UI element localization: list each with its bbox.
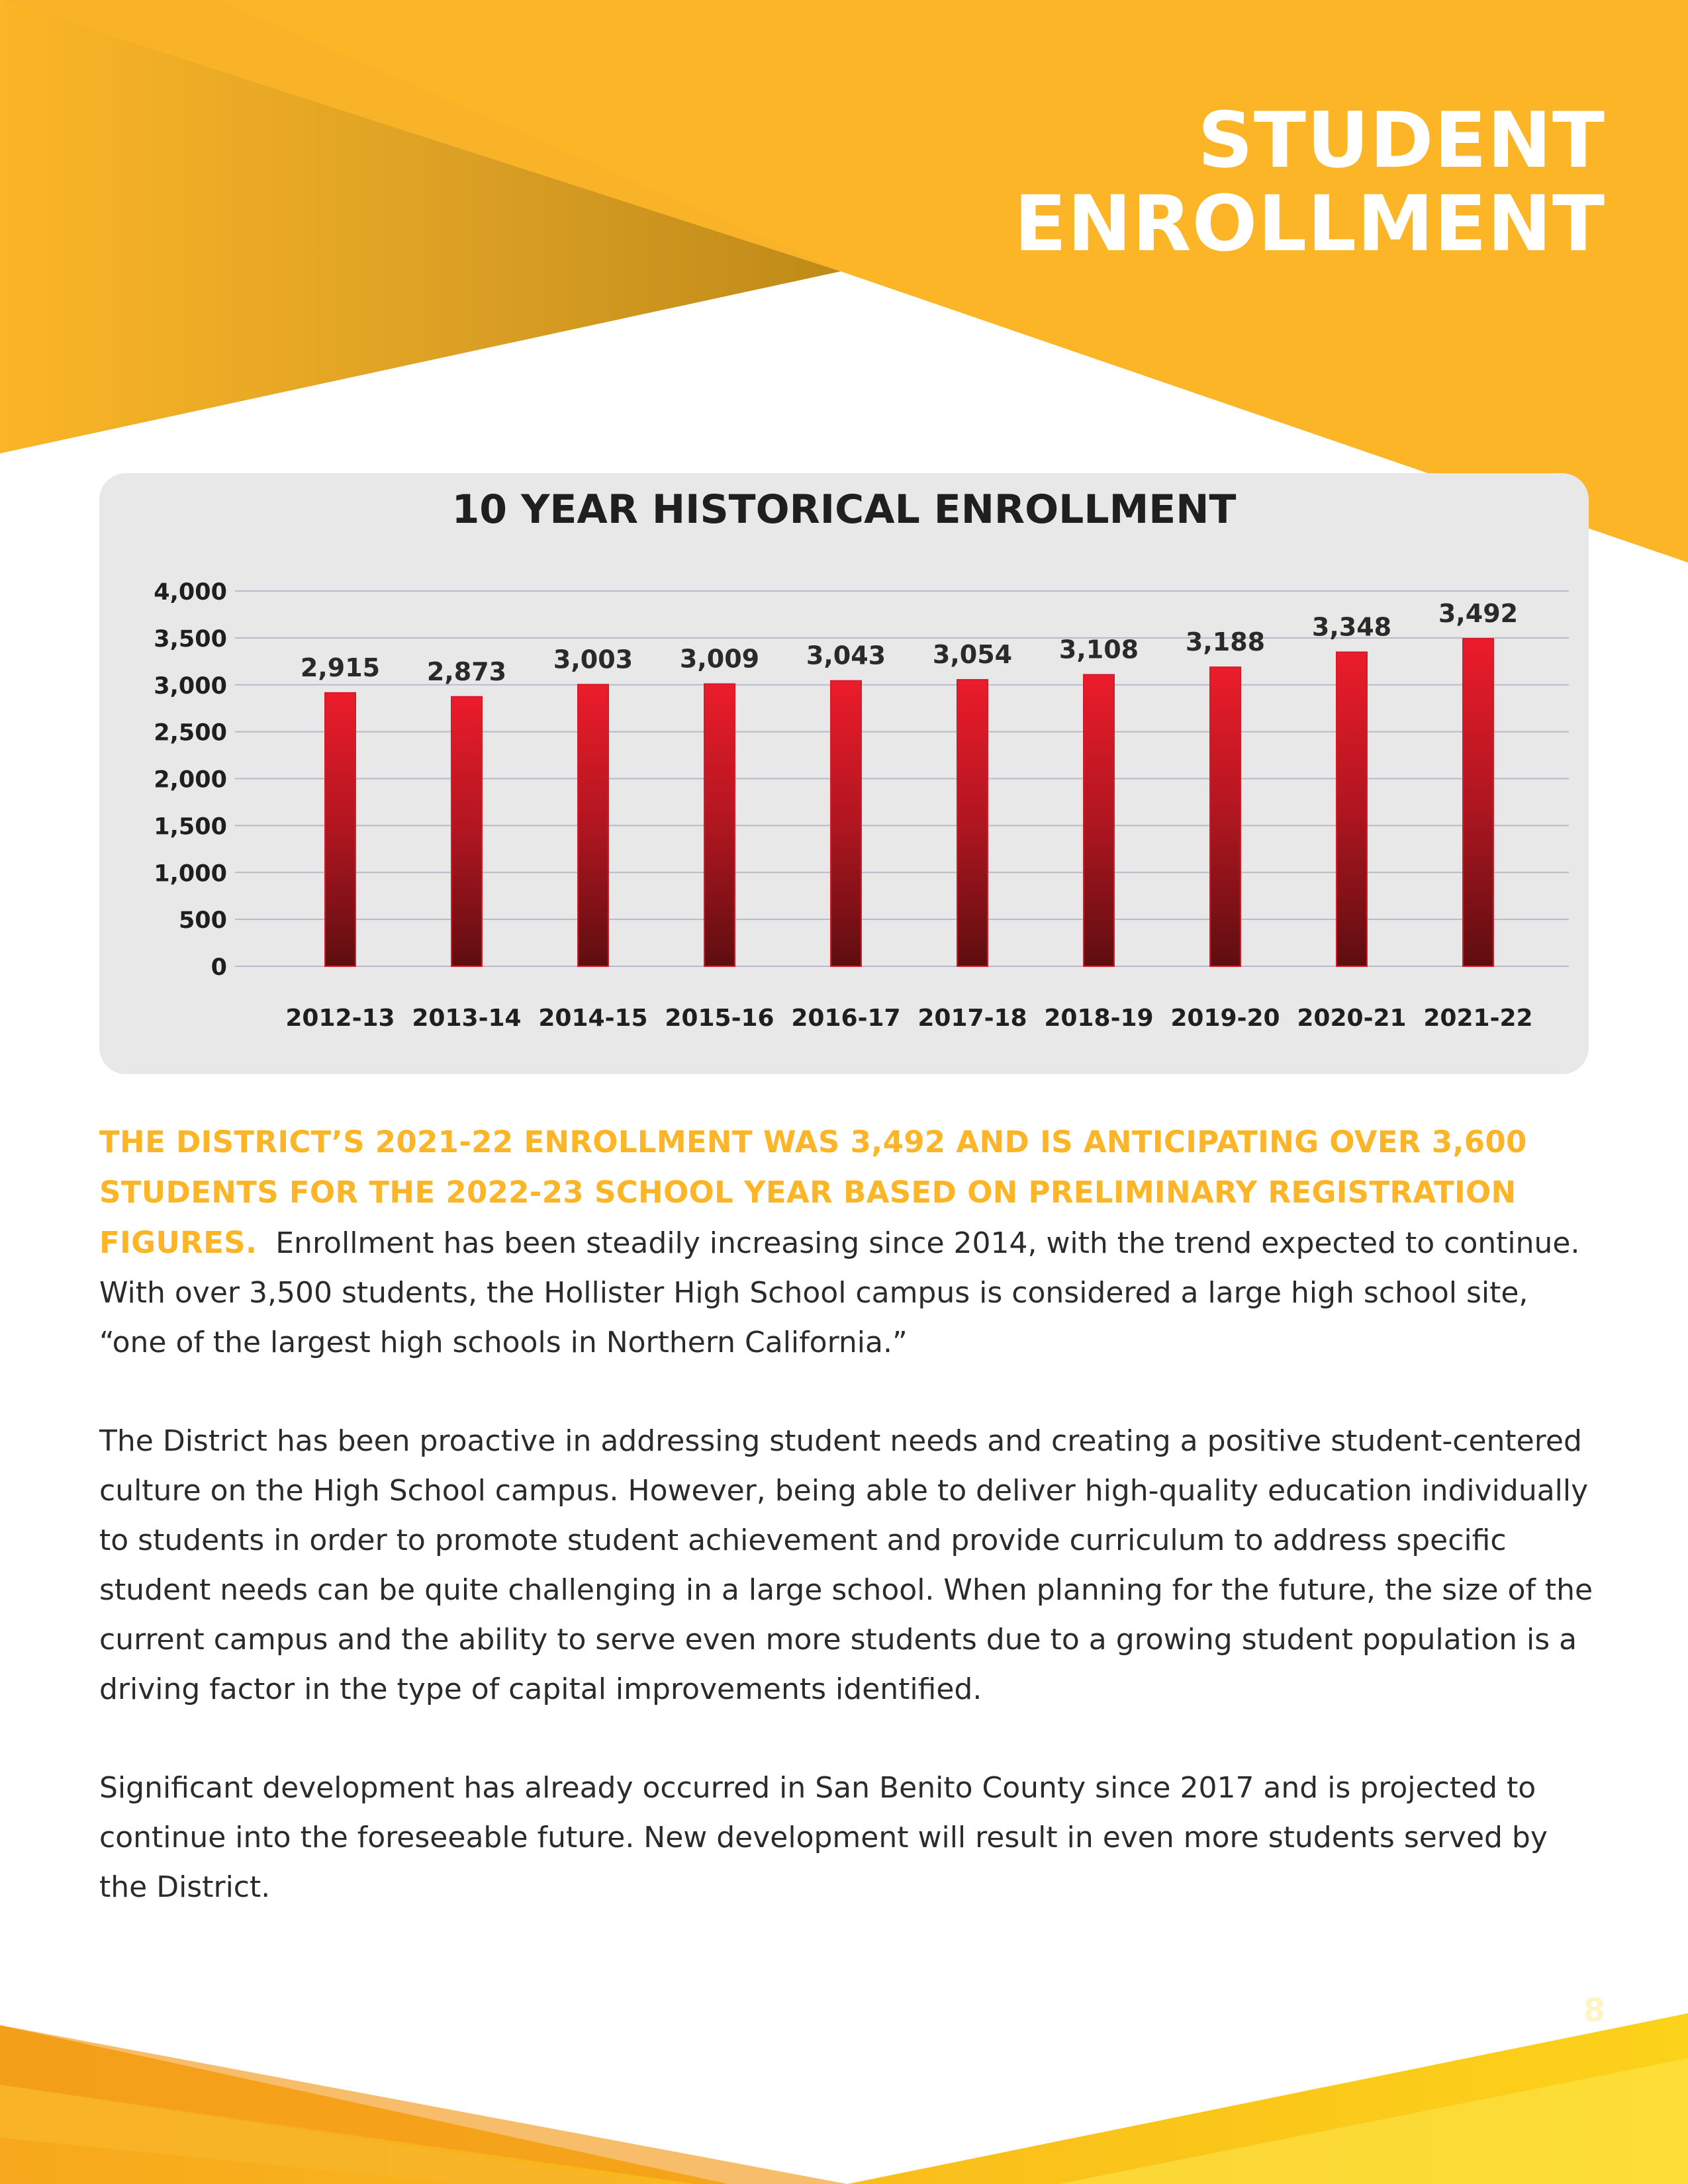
- data-label-2012-13: 2,915: [300, 653, 381, 682]
- chart-data-labels: [301, 599, 1518, 686]
- page-title-line-1: STUDENT: [1197, 96, 1605, 185]
- y-tick-label: 2,000: [154, 766, 227, 794]
- x-tick-label: 2017-18: [917, 1005, 1027, 1032]
- y-tick-label: 4,000: [154, 579, 227, 606]
- chart-y-axis: [154, 579, 227, 981]
- bar-2016-17: [831, 681, 861, 966]
- x-tick-label: 2015-16: [665, 1005, 774, 1032]
- x-tick-label: 2020-21: [1297, 1005, 1407, 1032]
- y-tick-label: 2,500: [154, 719, 227, 747]
- page-number: 8: [1583, 1992, 1605, 2029]
- y-tick-label: 500: [178, 907, 227, 934]
- y-tick-label: 3,000: [154, 672, 227, 700]
- paragraph-1-text: Enrollment has been steadily increasing since 2014, with the trend expected to continue. With over 3,500 students, the Hollister High School campus is considered a large high school site, “one of the largest high schools in Northern California.”: [99, 1226, 1580, 1359]
- bar-2014-15: [578, 684, 608, 966]
- data-label-2017-18: 3,054: [932, 640, 1013, 670]
- x-tick-label: 2012-13: [285, 1005, 395, 1032]
- data-label-2020-21: 3,348: [1311, 612, 1392, 642]
- paragraph-1: [99, 1117, 1602, 1367]
- bar-2017-18: [957, 680, 988, 966]
- data-label-2016-17: 3,043: [806, 641, 886, 670]
- y-tick-label: 3,500: [154, 625, 227, 653]
- page-title: [1014, 96, 1605, 269]
- chart-x-axis: [285, 1005, 1532, 1032]
- bar-2012-13: [325, 693, 355, 966]
- x-tick-label: 2014-15: [538, 1005, 648, 1032]
- data-label-2019-20: 3,188: [1185, 627, 1266, 657]
- x-tick-label: 2013-14: [412, 1005, 522, 1032]
- data-label-2018-19: 3,108: [1058, 635, 1139, 664]
- page-title-line-2: ENROLLMENT: [1014, 179, 1605, 269]
- bar-2015-16: [704, 684, 735, 966]
- paragraph-2: The District has been proactive in addressing student needs and creating a positive student-centered culture on the High School campus. However, being able to deliver high-quality education individually to students in order to promote student achievement and provide curriculum to address specific student needs can be quite challenging in a large school. When planning for the future, the size of the current campus and the ability to serve even more students due to a growing student population is a driving factor in the type of capital improvements identified.: [99, 1424, 1593, 1706]
- enrollment-bar-chart: [99, 473, 1589, 1074]
- paragraph-3: Significant development has already occurred in San Benito County since 2017 and is projected to continue into the foreseeable future. New development will result in even more students served by the District.: [99, 1771, 1548, 1904]
- bar-2021-22: [1463, 639, 1493, 966]
- footer-banner: [0, 1985, 1688, 2184]
- y-tick-label: 1,000: [154, 860, 227, 887]
- y-tick-label: 0: [211, 954, 227, 981]
- chart-title: 10 YEAR HISTORICAL ENROLLMENT: [451, 486, 1237, 533]
- body-text: [99, 1117, 1602, 1961]
- x-tick-label: 2021-22: [1423, 1005, 1533, 1032]
- data-label-2014-15: 3,003: [553, 645, 633, 674]
- data-label-2015-16: 3,009: [679, 644, 760, 674]
- bar-2019-20: [1210, 667, 1241, 966]
- data-label-2021-22: 3,492: [1438, 599, 1519, 629]
- data-label-2013-14: 2,873: [426, 657, 507, 686]
- x-tick-label: 2019-20: [1170, 1005, 1280, 1032]
- bar-2013-14: [451, 697, 482, 966]
- chart-gridlines: [235, 591, 1569, 966]
- chart-bars: [325, 639, 1493, 966]
- y-tick-label: 1,500: [154, 813, 227, 841]
- x-tick-label: 2018-19: [1044, 1005, 1154, 1032]
- bar-2020-21: [1336, 652, 1367, 966]
- chart-panel: [99, 473, 1589, 1074]
- x-tick-label: 2016-17: [791, 1005, 901, 1032]
- lead-statement: THE DISTRICT’S 2021-22 ENROLLMENT WAS 3,492 AND IS ANTICIPATING OVER 3,600 STUDENTS FOR THE 2022-23 SCHOOL YEAR BASED ON PRELIMINARY REGISTRATION FIGURES.: [99, 1124, 1527, 1260]
- bar-2018-19: [1084, 674, 1114, 966]
